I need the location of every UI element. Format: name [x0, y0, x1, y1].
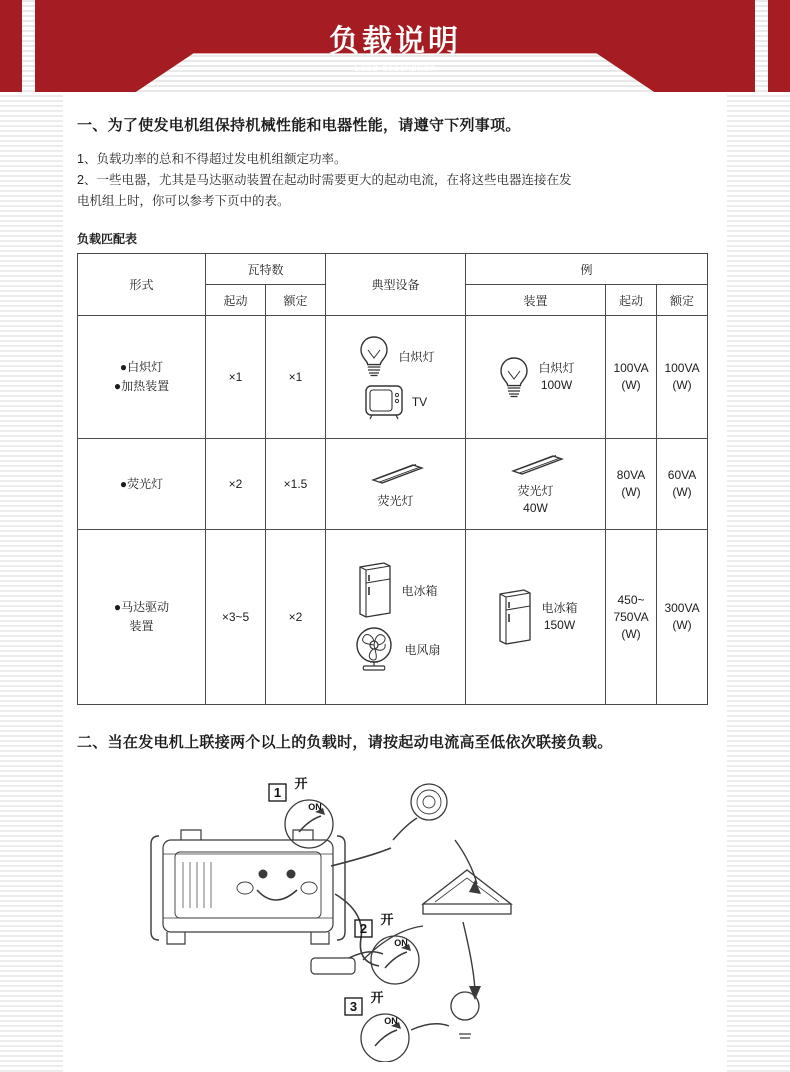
refrigerator-icon [494, 588, 534, 646]
banner-subtitle: Load description [354, 63, 436, 74]
bulb-icon [497, 355, 531, 399]
example-rated-value: 300VA [664, 601, 700, 615]
table-row [78, 316, 708, 439]
typical-equipment-group [328, 460, 463, 509]
section-1-line-1: 1、负载功率的总和不得超过发电机组额定功率。 [77, 152, 347, 166]
section-1-line-3: 电机组上时，你可以参考下页中的表。 [77, 194, 290, 208]
tv-icon [364, 384, 404, 420]
page-background [0, 92, 790, 1072]
example-start-value: 80VA [616, 468, 646, 482]
row-watts-rated: ×1 [266, 316, 326, 439]
header-watts-start: 起动 [206, 285, 266, 316]
typical-equipment-item [354, 561, 438, 619]
typical-equipment-group [328, 561, 463, 673]
example-device-name: 白炽灯 [538, 361, 575, 375]
typical-equipment-label: 白炽灯 [398, 349, 435, 364]
diagram-step-3-number: 3 [349, 999, 358, 1014]
example-device-power: 100W [540, 378, 573, 392]
table-row [78, 439, 708, 530]
example-rated-value: 100VA [664, 361, 700, 375]
row-typical-cell [326, 530, 466, 705]
diagram-step-1-number: 1 [273, 785, 282, 800]
row-example-device-cell [466, 439, 606, 530]
document-sheet [63, 92, 727, 1072]
header-example-start: 起动 [606, 285, 657, 316]
connection-diagram [63, 762, 727, 1062]
row-watts-start: ×3~5 [206, 530, 266, 705]
diagram-step-2-label: 开 [380, 912, 394, 927]
banner-title: 负载说明 [329, 25, 461, 58]
row-typical-cell [326, 316, 466, 439]
example-device-name: 荧光灯 [517, 484, 554, 498]
header-typical: 典型设备 [326, 254, 466, 316]
example-device-label [518, 483, 554, 517]
header-type: 形式 [78, 254, 206, 316]
row-type-line-2: ●加热装置 [113, 379, 170, 393]
table-caption: 负载匹配表 [77, 232, 138, 246]
fan-icon [351, 625, 397, 673]
row-watts-start: ×2 [206, 439, 266, 530]
row-example-start [606, 316, 657, 439]
row-example-device-cell [466, 530, 606, 705]
row-example-rated [657, 439, 708, 530]
example-start-value: 450~ [617, 592, 645, 607]
table-row [78, 530, 708, 705]
row-type-cell [78, 530, 206, 705]
diagram-step-2-switch: ON [394, 938, 408, 948]
example-device-label [539, 360, 575, 394]
row-type-cell [78, 316, 206, 439]
diagram-step-1-switch: ON [308, 802, 322, 812]
typical-equipment-item [357, 334, 435, 378]
row-example-rated [657, 530, 708, 705]
example-device-power: 150W [543, 618, 576, 632]
diagram-step-3-switch: ON [384, 1016, 398, 1026]
example-start-value: 100VA [613, 361, 649, 375]
example-device-name: 电冰箱 [541, 601, 578, 615]
example-start-unit: (W) [621, 626, 641, 641]
row-example-rated [657, 316, 708, 439]
example-start-unit: (W) [621, 378, 641, 392]
load-matching-table [77, 253, 708, 705]
header-watts: 瓦特数 [206, 254, 326, 285]
row-example-start [606, 439, 657, 530]
page-banner [0, 0, 790, 92]
fluorescent-tube-icon [505, 451, 567, 477]
typical-equipment-label: 荧光灯 [377, 493, 414, 508]
example-start-unit: (W) [621, 485, 641, 499]
header-example: 例 [466, 254, 708, 285]
row-type-line-1: ●马达驱动 [113, 600, 170, 614]
example-rated-unit: (W) [672, 485, 692, 499]
typical-equipment-label: 电风扇 [404, 642, 441, 657]
row-typical-cell [326, 439, 466, 530]
example-rated-unit: (W) [672, 618, 692, 632]
row-type-line-1: ●荧光灯 [119, 476, 164, 491]
row-watts-start: ×1 [206, 316, 266, 439]
row-type-cell [78, 439, 206, 530]
example-rated-value: 60VA [667, 468, 697, 482]
diagram-step-2-number: 2 [359, 921, 368, 936]
row-example-device-cell [466, 316, 606, 439]
example-device-label [542, 600, 578, 634]
row-example-start [606, 530, 657, 705]
refrigerator-icon [354, 561, 394, 619]
example-device-group [468, 451, 603, 517]
example-device-group [468, 588, 603, 646]
typical-equipment-group [328, 334, 463, 420]
typical-equipment-item [351, 625, 441, 673]
connection-diagram-svg [63, 762, 727, 1062]
row-type-line-1: ●白炽灯 [119, 360, 164, 374]
header-watts-rated: 额定 [266, 285, 326, 316]
header-example-rated: 额定 [657, 285, 708, 316]
section-1-heading: 一、为了使发电机组保持机械性能和电器性能，请遵守下列事项。 [77, 117, 521, 134]
example-device-group [468, 355, 603, 399]
diagram-step-1-label: 开 [294, 776, 308, 791]
row-watts-rated: ×1.5 [266, 439, 326, 530]
example-device-power: 40W [523, 501, 548, 515]
fluorescent-tube-icon [365, 460, 427, 486]
typical-equipment-label: TV [411, 395, 428, 409]
typical-equipment-item [364, 384, 427, 420]
header-example-device: 装置 [466, 285, 606, 316]
example-start-value-2: 750VA [613, 609, 649, 624]
row-watts-rated: ×2 [266, 530, 326, 705]
section-2-heading: 二、当在发电机上联接两个以上的负载时，请按起动电流高至低依次联接负载。 [77, 734, 613, 751]
row-type-line-2: 装置 [129, 619, 154, 633]
example-rated-unit: (W) [672, 378, 692, 392]
table-header-row-1 [78, 254, 708, 285]
typical-equipment-label: 电冰箱 [401, 583, 438, 598]
bulb-icon [357, 334, 391, 378]
diagram-step-3-label: 开 [370, 990, 384, 1005]
section-1-paragraphs [63, 135, 727, 212]
section-1-line-2: 2、一些电器，尤其是马达驱动装置在起动时需要更大的起动电流，在将这些电器连接在发 [77, 173, 572, 187]
